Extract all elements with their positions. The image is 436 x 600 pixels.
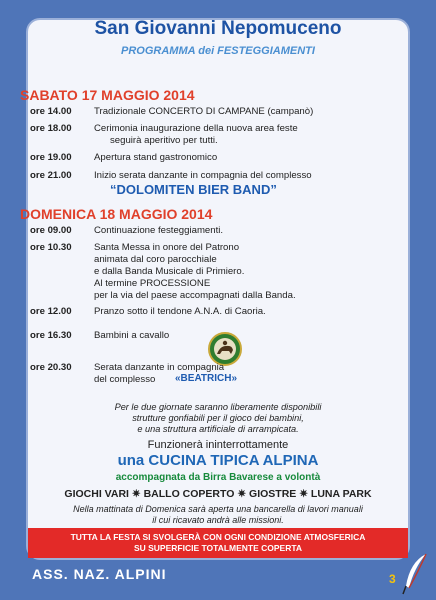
event-sat-2-line2: seguirà aperitivo per tutti. <box>110 135 218 146</box>
note-line-2: il cui ricavato andrà alle missioni. <box>152 515 284 525</box>
saturday-heading: SABATO 17 MAGGIO 2014 <box>20 87 195 103</box>
time-sat-4: ore 21.00 <box>30 170 72 181</box>
event-sun-2: Santa Messa in onore del Patrono <box>94 242 240 253</box>
event-sat-2: Cerimonia inaugurazione della nuova area feste <box>94 123 298 134</box>
time-sat-2: ore 18.00 <box>30 123 72 134</box>
footer-brand: ASS. NAZ. ALPINI <box>32 566 167 582</box>
note-line-1: Nella mattinata di Domenica sarà aperta una bancarella di lavori manuali <box>73 504 363 514</box>
info-line-3: e una struttura artificiale di arrampicata. <box>137 424 299 434</box>
time-sat-3: ore 19.00 <box>30 152 72 163</box>
time-sun-2: ore 10.30 <box>30 242 72 253</box>
event-sun-2-line4: Al termine PROCESSIONE <box>94 278 211 289</box>
page-title: San Giovanni Nepomuceno <box>94 18 342 39</box>
band-sunday: «BEATRICH» <box>175 373 238 384</box>
functions-text: Funzionerà ininterrottamente <box>147 439 289 451</box>
event-sun-5: Serata danzante in compagnia <box>94 362 225 373</box>
event-sun-5-line2: del complesso <box>94 374 156 385</box>
games-text: GIOCHI VARI ✷ BALLO COPERTO ✷ GIOSTRE ✷ LUNA PARK <box>64 488 372 500</box>
time-sun-1: ore 09.00 <box>30 225 72 236</box>
horse-riding-logo-icon <box>208 332 242 366</box>
time-sun-5: ore 20.30 <box>30 362 72 373</box>
band-saturday: “DOLOMITEN BIER BAND” <box>110 182 277 197</box>
page-subtitle: PROGRAMMA dei FESTEGGIAMENTI <box>121 45 315 57</box>
time-sat-1: ore 14.00 <box>30 106 72 117</box>
event-sat-4: Inizio serata danzante in compagnia del complesso <box>94 170 312 181</box>
event-sun-2-line3: e dalla Banda Musicale di Primiero. <box>94 266 245 277</box>
event-sun-2-line2: animata dal coro parocchiale <box>94 254 217 265</box>
event-sun-1: Continuazione festeggiamenti. <box>94 225 224 236</box>
event-sun-3: Pranzo sotto il tendone A.N.A. di Caoria. <box>94 306 266 317</box>
info-line-1: Per le due giornate saranno liberamente disponibili <box>114 402 322 412</box>
event-sat-3: Apertura stand gastronomico <box>94 152 218 163</box>
event-sun-4: Bambini a cavallo <box>94 330 170 341</box>
feather-icon <box>400 552 430 596</box>
weather-banner <box>28 528 408 558</box>
time-sun-3: ore 12.00 <box>30 306 72 317</box>
kitchen-text: una CUCINA TIPICA ALPINA <box>117 452 319 469</box>
info-line-2: strutture gonfiabili per il gioco dei bambini, <box>132 413 304 423</box>
beer-text: accompagnata da Birra Bavarese a volontà <box>115 472 321 483</box>
page-number: 3 <box>389 572 396 586</box>
banner-line-2: SU SUPERFICIE TOTALMENTE COPERTA <box>133 543 303 553</box>
banner-line-1: TUTTA LA FESTA SI SVOLGERÀ CON OGNI CONDIZIONE ATMOSFERICA <box>70 532 366 542</box>
event-sun-2-line5: per la via del paese accompagnati dalla Banda. <box>94 290 296 301</box>
event-sat-1: Tradizionale CONCERTO DI CAMPANE (campanò) <box>94 106 314 117</box>
sunday-heading: DOMENICA 18 MAGGIO 2014 <box>20 206 213 222</box>
time-sun-4: ore 16.30 <box>30 330 72 341</box>
